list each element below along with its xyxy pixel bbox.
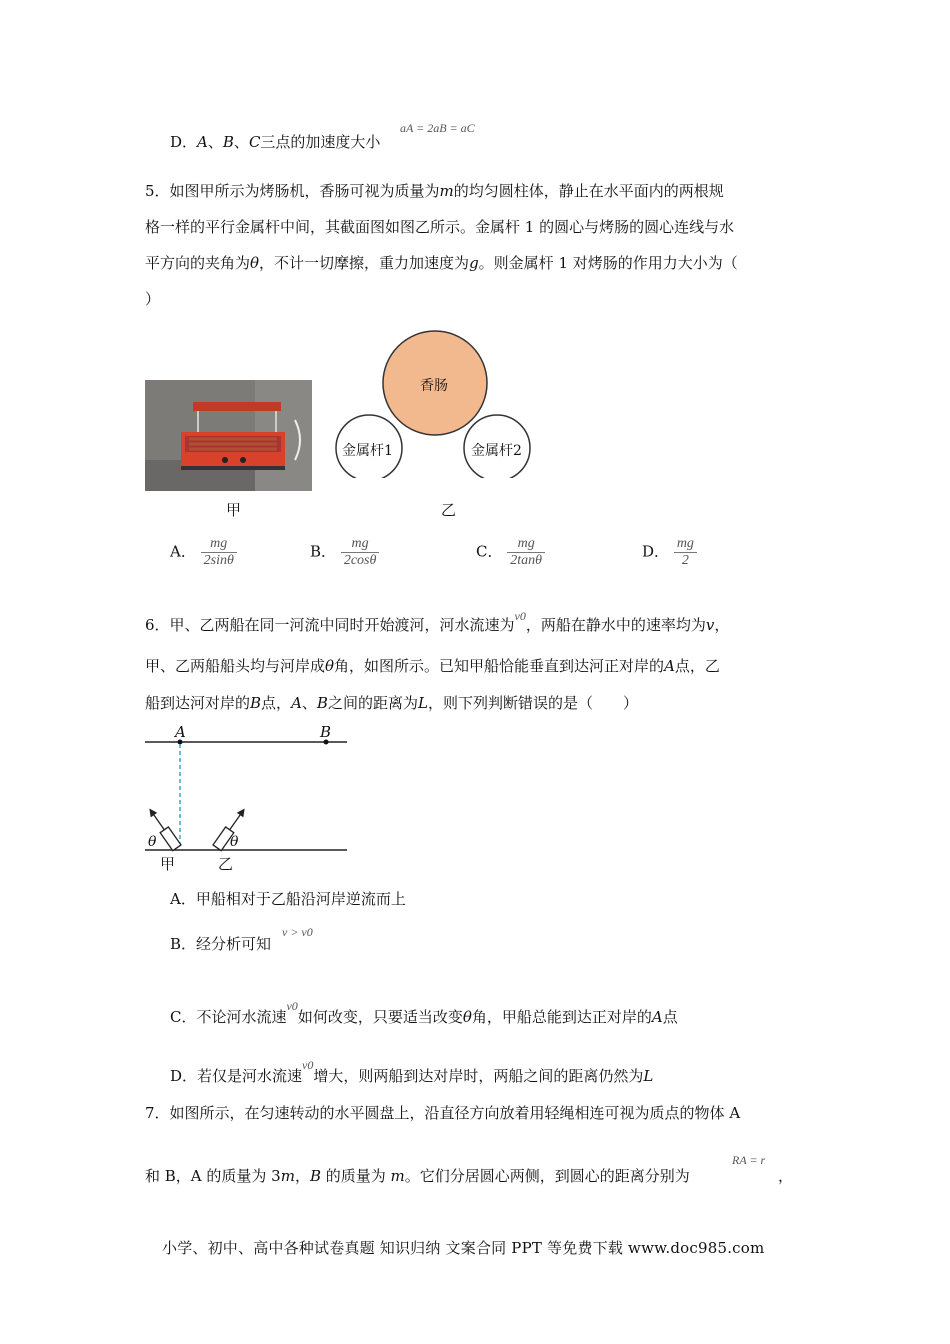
q4-option-d: D．A、B、C三点的加速度大小 (170, 133, 381, 151)
label-theta-jia: θ (148, 834, 157, 850)
q7-line-2: 和 B，A 的质量为 3m，B 的质量为 m。它们分居圆心两侧，到圆心的距离分别为 (145, 1167, 690, 1185)
q5-line-2: 格一样的平行金属杆中间，其截面图如图乙所示。金属杆 1 的圆心与烤肠的圆心连线与水 (145, 218, 735, 236)
q5-option-b: B． $\frac{mg}{2\cos\theta}$ (310, 536, 379, 569)
q7-formula: RA = r (732, 1153, 766, 1167)
sausage-grill-photo (145, 380, 312, 491)
page-footer: 小学、初中、高中各种试卷真题 知识归纳 文案合同 PPT 等免费下载 www.doc985.com (162, 1239, 765, 1257)
q5-line-3: 平方向的夹角为θ，不计一切摩擦，重力加速度为g。则金属杆 1 对烤肠的作用力大小为（ (145, 254, 738, 272)
q5-option-a: A． $\frac{mg}{2\sin\theta}$ (170, 536, 237, 569)
q6-option-b: B．经分析可知 (170, 935, 272, 953)
q6-option-b-formula: v > v0 (282, 925, 313, 939)
label-point-b: B (320, 723, 332, 741)
q6-line-1: 6．甲、乙两船在同一河流中同时开始渡河，河水流速为$^{v0}$，两船在静水中的速率均为v， (145, 609, 730, 634)
q7-line-1: 7．如图所示，在匀速转动的水平圆盘上，沿直径方向放着用轻绳相连可视为质点的物体 A (145, 1104, 741, 1122)
q7-comma: ， (778, 1167, 794, 1185)
label-boat-yi: 乙 (218, 855, 234, 873)
label-sausage: 香肠 (420, 378, 448, 394)
q6-option-a: A．甲船相对于乙船沿河岸逆流而上 (170, 890, 406, 908)
q4-d-formula: aA = 2aB = aC (400, 121, 475, 135)
caption-jia: 甲 (226, 501, 242, 519)
q5-line-1: 5．如图甲所示为烤肠机，香肠可视为质量为m的均匀圆柱体，静止在水平面内的两根规 (145, 182, 724, 200)
label-point-a: A (175, 723, 186, 741)
caption-yi: 乙 (441, 501, 457, 519)
q6-line-3: 船到达河对岸的B点，A、B之间的距离为L，则下列判断错误的是（ ） (145, 694, 638, 712)
q6-line-2: 甲、乙两船船头均与河岸成θ角，如图所示。已知甲船恰能垂直到达河正对岸的A点，乙 (145, 657, 720, 675)
river-crossing-diagram (140, 722, 355, 872)
label-theta-yi: θ (230, 834, 239, 850)
q6-option-c: C．不论河水流速$^{v0}$如何改变，只要适当改变θ角，甲船总能到达正对岸的A点 (170, 999, 678, 1026)
label-boat-jia: 甲 (160, 855, 176, 873)
q5-option-c: C． $\frac{mg}{2\tan\theta}$ (476, 536, 545, 569)
q5-line-4: ） (145, 290, 161, 308)
label-rod-1: 金属杆1 (342, 443, 393, 459)
q6-option-d: D．若仅是河水流速$^{v0}$增大，则两船到达对岸时，两船之间的距离仍然为L (170, 1058, 654, 1085)
label-rod-2: 金属杆2 (471, 443, 522, 459)
q5-option-d: D． $\frac{mg}{2}$ (642, 536, 697, 569)
